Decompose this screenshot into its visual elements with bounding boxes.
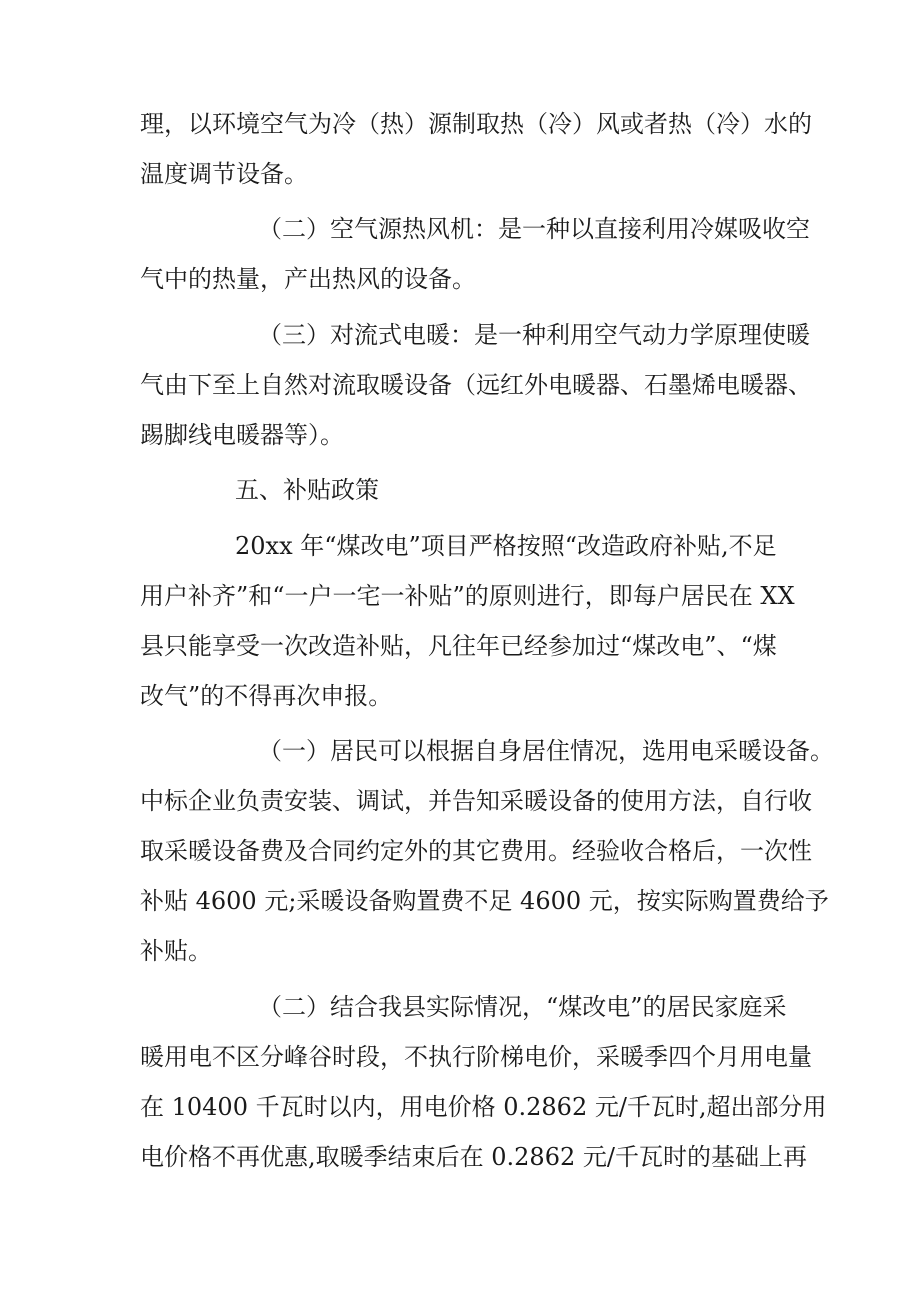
paragraph-line: （三）对流式电暖：是一种利用空气动力学原理使暖	[258, 321, 810, 349]
paragraph-line: （二）结合我县实际情况，“煤改电”的居民家庭采	[258, 993, 787, 1021]
paragraph-line: 暖用电不区分峰谷时段，不执行阶梯电价，采暖季四个月用电量	[140, 1043, 812, 1071]
paragraph-line: 电价格不再优惠,取暖季结束后在 0.2862 元/千瓦时的基础上再	[140, 1143, 807, 1171]
paragraph-line: 温度调节设备。	[140, 160, 308, 188]
paragraph-line: 县只能享受一次改造补贴，凡往年已经参加过“煤改电”、“煤	[140, 632, 777, 660]
paragraph-line: （二）空气源热风机：是一种以直接利用冷媒吸收空	[258, 215, 810, 243]
paragraph-line: 改气”的不得再次申报。	[140, 682, 393, 710]
paragraph-line: 20xx 年“煤改电”项目严格按照“改造政府补贴,不足	[235, 532, 777, 560]
paragraph-line: 中标企业负责安装、调试，并告知采暖设备的使用方法，自行收	[140, 787, 812, 815]
paragraph-line: 气由下至上自然对流取暖设备（远红外电暖器、石墨烯电暖器、	[140, 371, 812, 399]
paragraph-line: 在 10400 千瓦时以内，用电价格 0.2862 元/千瓦时,超出部分用	[140, 1093, 827, 1121]
paragraph-line: 理，以环境空气为冷（热）源制取热（冷）风或者热（冷）水的	[140, 110, 812, 138]
paragraph-line: 气中的热量，产出热风的设备。	[140, 265, 476, 293]
paragraph-line: 用户补齐”和“一户一宅一补贴”的原则进行，即每户居民在 XX	[140, 582, 795, 610]
paragraph-line: 补贴。	[140, 937, 212, 965]
paragraph-line: （一）居民可以根据自身居住情况，选用电采暖设备。	[258, 737, 834, 765]
paragraph-line: 补贴 4600 元;采暖设备购置费不足 4600 元，按实际购置费给予	[140, 887, 829, 915]
section-heading: 五、补贴政策	[235, 476, 379, 504]
paragraph-line: 踢脚线电暖器等）。	[140, 421, 344, 449]
paragraph-line: 取采暖设备费及合同约定外的其它费用。经验收合格后，一次性	[140, 837, 812, 865]
